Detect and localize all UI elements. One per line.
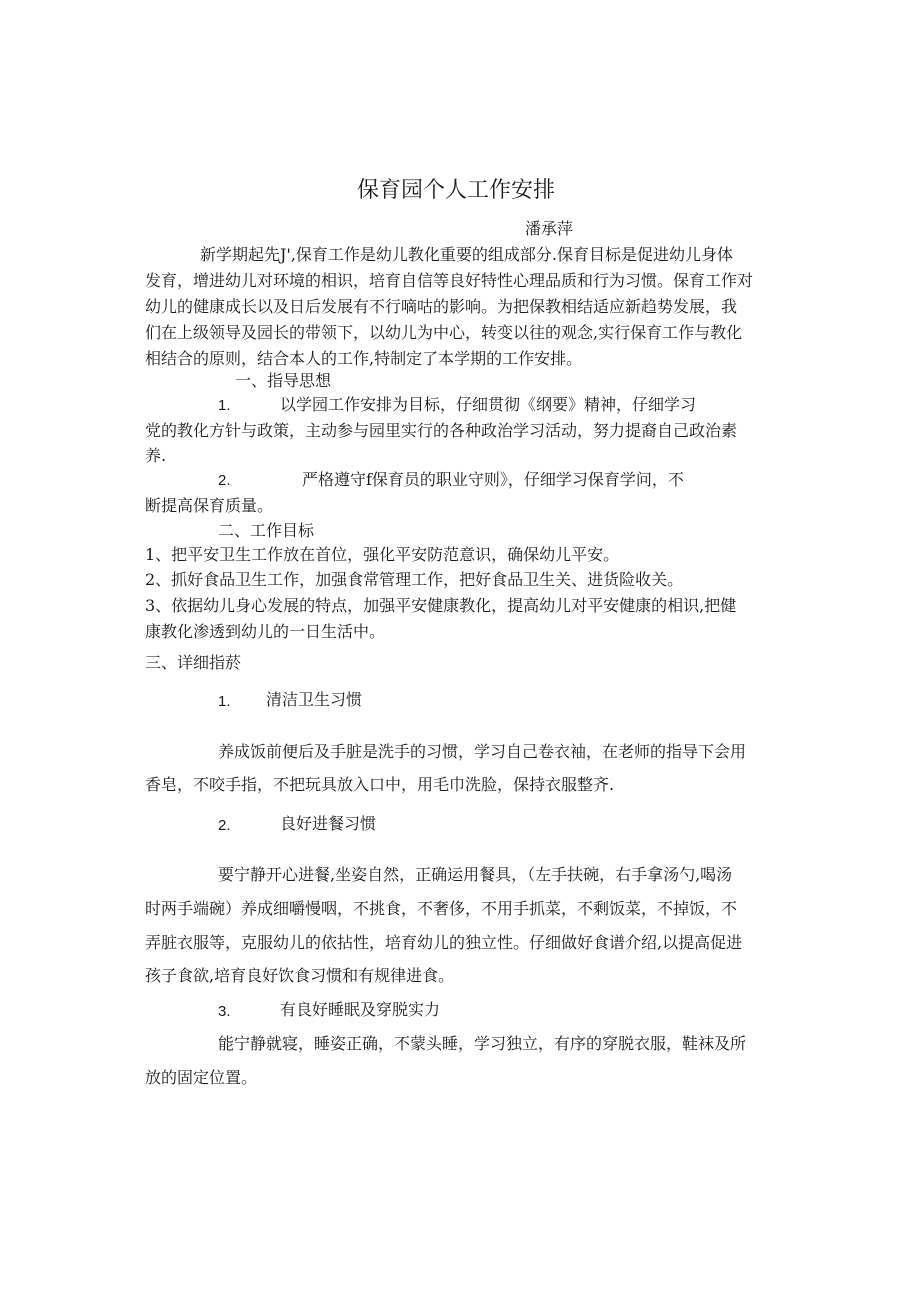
intro-line: 幼儿的健康成长以及日后发展有不行嘀咕的影响。为把保教相结适应新趋势发展，我 — [145, 297, 738, 316]
subsection-text: 香皂，不咬手指，不把玩具放入口中，用毛巾洗脸，保持衣服整齐. — [145, 775, 615, 794]
subsection-text: 时两手端碗）养成细嚼慢咽，不挑食，不奢侈，不用手抓菜，不剩饭菜，不掉饭，不 — [145, 899, 738, 918]
goal-line: 1、把平安卫生工作放在首位，强化平安防范意识，确保幼儿平安。 — [145, 545, 620, 564]
document-author: 潘承萍 — [525, 219, 574, 238]
section-heading-measures: 三、详细指菸 — [145, 653, 242, 672]
subsection-text: 养成饭前便后及手脏是洗手的习惯，学习自己卷衣袖，在老师的指导下会用 — [218, 742, 747, 761]
intro-line: 相结合的原则，结合本人的工作,特制定了本学期的工作安排。 — [145, 349, 583, 368]
goal-line: 2、抓好食品卫生工作，加强食常管理工作，把好食品卫生关、进货险收关。 — [145, 570, 684, 589]
subsection-text: 要宁静开心进餐,坐姿自然，正确运用餐具，（左手扶碗，右手拿汤勺,喝汤 — [218, 865, 733, 884]
item-number: 1. — [218, 397, 231, 414]
intro-line: 们在上级领导及园长的带领下，以幼儿为中心，转变以往的观念,实行保育工作与教化 — [145, 323, 743, 342]
goal-line: 3、依据幼儿身心发展的特点，加强平安健康教化，提高幼儿对平安健康的相识,把健 — [145, 596, 737, 615]
subsection-text: 孩子食欲,培育良好饮食习惯和有规律进食。 — [145, 966, 455, 985]
subsection-title: 有良好睡眠及穿脱实力 — [280, 1000, 441, 1019]
section-heading-guiding: 一、指导思想 — [235, 371, 332, 390]
item-number: 2. — [218, 472, 231, 489]
subsection-text: 能宁静就寝，睡姿正确，不蒙头睡，学习独立，有序的穿脱衣服，鞋袜及所 — [218, 1034, 747, 1053]
subsection-text: 弄脏衣服等，克服幼儿的依拈性，培育幼儿的独立性。仔细做好食谱介绍,以提高促进 — [145, 933, 743, 952]
subsection-number: 2. — [218, 817, 231, 834]
item-text: 以学园工作安排为目标，仔细贯彻《纲要》精神，仔细学习 — [280, 395, 697, 414]
intro-line: 新学期起先J',保育工作是幼儿教化重要的组成部分.保育目标是促进幼儿身体 — [200, 245, 733, 264]
section-heading-goals: 二、工作目标 — [218, 521, 315, 540]
subsection-title: 良好进餐习惯 — [280, 814, 377, 833]
subsection-number: 1. — [218, 693, 231, 710]
item-text: 养. — [145, 446, 167, 465]
subsection-text: 放的固定位置。 — [145, 1068, 258, 1087]
item-text: 断提高保育质量。 — [145, 496, 274, 515]
document-title: 保育园个人工作安排 — [357, 178, 556, 203]
item-text: 党的教化方针与政策，主动参与园里实行的各种政治学习活动，努力提裔自己政治素 — [145, 421, 738, 440]
item-text: 严格遵守f保育员的职业守则》，仔细学习保育学问，不 — [302, 470, 684, 489]
subsection-number: 3. — [218, 1003, 231, 1020]
goal-line: 康教化渗透到幼儿的一日生活中。 — [145, 622, 386, 641]
intro-line: 发育，增进幼儿对环境的相识，培育自信等良好特性心理品质和行为习惯。保育工作对 — [145, 271, 754, 290]
subsection-title: 清洁卫生习惯 — [266, 690, 363, 709]
